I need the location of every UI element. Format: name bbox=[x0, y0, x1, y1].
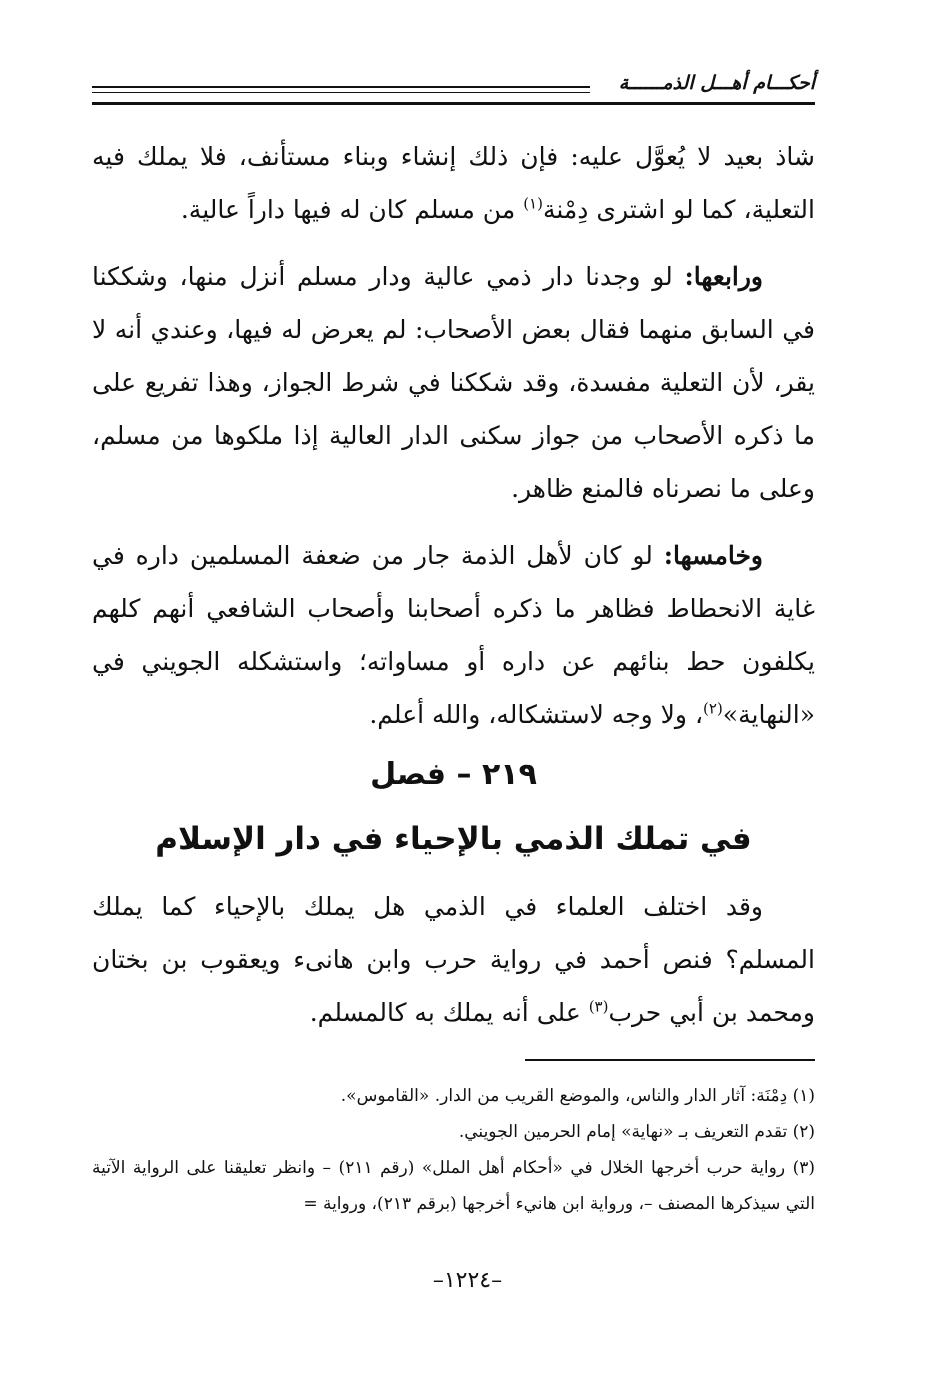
footnote-ref-1: (١) bbox=[523, 194, 543, 213]
section-paragraph-1 bbox=[92, 880, 815, 1039]
header-rule-bottom bbox=[92, 102, 815, 105]
footnote-1: (١) دِمْنَة: آثار الدار والناس، والموضع القريب من الدار. «القاموس». bbox=[340, 1086, 815, 1106]
paragraph-2-text: لو وجدنا دار ذمي عالية ودار مسلم أنزل منها، وشككنا في السابق منهما فقال بعض الأصحاب: لم يعرض له فيها، وعندي أنه لا يقر، لأن التعلية مفسدة، وقد شككنا في شرط الجواز، وهذا تفريع على ما ذكره الأصحاب من جواز سكنى الدار العالية إذا ملكوها من مسلم، وعلى ما نصرناه فالمنع ظاهر. bbox=[92, 262, 815, 503]
paragraph-1-text: شاذ بعيد لا يُعوَّل عليه: فإن ذلك إنشاء وبناء مستأنف، فلا يملك فيه التعلية، كما لو اشترى دِمْنة bbox=[92, 142, 815, 224]
footnotes bbox=[92, 1078, 815, 1222]
section-text bbox=[92, 880, 815, 1039]
header-rule bbox=[92, 86, 590, 93]
section-paragraph-1-text: وقد اختلف العلماء في الذمي هل يملك بالإحياء كما يملك المسلم؟ فنص أحمد في رواية حرب وابن هانىء ويعقوب بن بختان ومحمد بن أبي حرب bbox=[92, 892, 815, 1027]
paragraph-3-text: لو كان لأهل الذمة جار من ضعفة المسلمين داره في غاية الانحطاط فظاهر ما ذكره أصحابنا وأصحاب الشافعي أنهم كلهم يكلفون حط بنائهم عن داره أو مساواته؛ واستشكله الجويني في «النهاية» bbox=[92, 541, 815, 729]
footnote-3: (٣) رواية حرب أخرجها الخلال في «أحكام أهل الملل» (رقم ٢١١) – وانظر تعليقنا على الرواية الآتية التي سيذكرها المصنف –، ورواية ابن هانيء أخرجها (برقم ٢١٣)، ورواية = bbox=[92, 1158, 815, 1214]
footnote-2: (٢) تقدم التعريف بـ «نهاية» إمام الحرمين الجويني. bbox=[458, 1122, 815, 1142]
footnote-separator bbox=[525, 1059, 815, 1061]
page-number: –١٢٢٤– bbox=[432, 1268, 503, 1293]
chapter-number: ٢١٩ – فصل bbox=[370, 757, 537, 792]
paragraph-3-tail: ، ولا وجه لاستشكاله، والله أعلم. bbox=[369, 700, 704, 729]
running-head-title: أحكـــام أهـــل الذمــــــة bbox=[618, 72, 815, 94]
paragraph-3 bbox=[92, 529, 815, 741]
paragraph-1-tail: من مسلم كان له فيها داراً عالية. bbox=[180, 195, 524, 224]
running-head bbox=[92, 72, 815, 104]
chapter-title: في تملك الذمي بالإحياء في دار الإسلام bbox=[155, 821, 752, 857]
section-paragraph-1-tail: على أنه يملك به كالمسلم. bbox=[309, 998, 589, 1027]
body-text bbox=[92, 130, 815, 755]
paragraph-1 bbox=[92, 130, 815, 236]
footnote-ref-3: (٣) bbox=[588, 997, 609, 1016]
footnote-ref-2: (٢) bbox=[703, 699, 723, 718]
chapter-heading bbox=[92, 750, 815, 864]
paragraph-2-lead: ورابعها: bbox=[684, 262, 763, 291]
paragraph-2 bbox=[92, 250, 815, 515]
paragraph-3-lead: وخامسها: bbox=[663, 541, 763, 570]
